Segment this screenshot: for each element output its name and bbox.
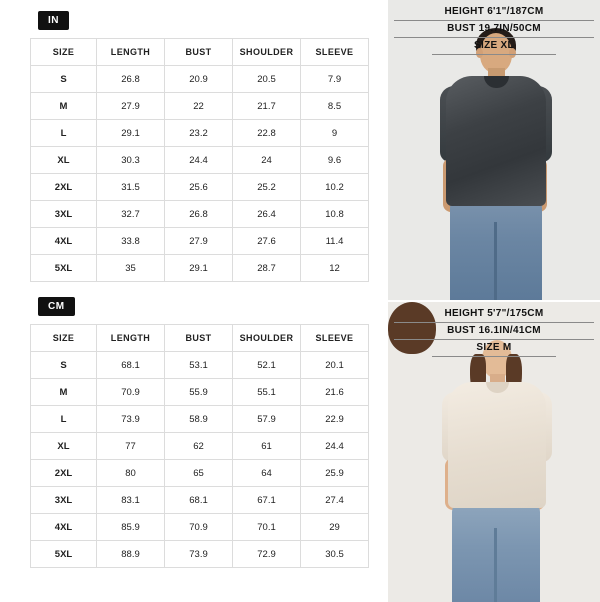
cell-size: 5XL	[31, 541, 97, 568]
cell-length: 30.3	[97, 147, 165, 174]
unit-badge-in: IN	[38, 11, 69, 30]
table-row	[31, 379, 369, 406]
cell-size: 2XL	[31, 460, 97, 487]
cell-sleeve: 10.2	[301, 174, 369, 201]
cell-size: M	[31, 379, 97, 406]
cell-shoulder: 52.1	[233, 352, 301, 379]
cell-bust: 55.9	[165, 379, 233, 406]
table-header-row	[31, 325, 369, 352]
column-header-bust: BUST	[165, 325, 233, 352]
cell-length: 73.9	[97, 406, 165, 433]
table-row	[31, 406, 369, 433]
cell-shoulder: 28.7	[233, 255, 301, 282]
cell-sleeve: 25.9	[301, 460, 369, 487]
cell-shoulder: 72.9	[233, 541, 301, 568]
table-row	[31, 460, 369, 487]
model-2-height: HEIGHT 5'7"/175CM	[394, 306, 594, 323]
cell-shoulder: 20.5	[233, 66, 301, 93]
column-header-shoulder: SHOULDER	[233, 325, 301, 352]
cell-size: S	[31, 352, 97, 379]
cell-length: 31.5	[97, 174, 165, 201]
cell-bust: 20.9	[165, 66, 233, 93]
unit-badge-cm: CM	[38, 297, 75, 316]
column-header-sleeve: SLEEVE	[301, 39, 369, 66]
cell-length: 68.1	[97, 352, 165, 379]
table-row	[31, 255, 369, 282]
cell-size: 2XL	[31, 174, 97, 201]
cell-bust: 53.1	[165, 352, 233, 379]
cell-shoulder: 55.1	[233, 379, 301, 406]
model-1-measurements	[388, 0, 600, 55]
cell-shoulder: 26.4	[233, 201, 301, 228]
inches-table-section	[0, 10, 388, 282]
cell-sleeve: 8.5	[301, 93, 369, 120]
jeans-seam	[494, 528, 497, 602]
cell-length: 85.9	[97, 514, 165, 541]
cell-size: L	[31, 406, 97, 433]
model-photo-2	[388, 302, 600, 602]
cell-sleeve: 20.1	[301, 352, 369, 379]
cell-shoulder: 64	[233, 460, 301, 487]
cell-length: 70.9	[97, 379, 165, 406]
cell-bust: 70.9	[165, 514, 233, 541]
cell-size: 4XL	[31, 514, 97, 541]
cell-size: S	[31, 66, 97, 93]
cell-shoulder: 21.7	[233, 93, 301, 120]
cell-bust: 24.4	[165, 147, 233, 174]
cell-length: 26.8	[97, 66, 165, 93]
model-2-measurements	[388, 302, 600, 357]
size-table-inches	[30, 38, 369, 282]
cell-shoulder: 67.1	[233, 487, 301, 514]
column-header-length: LENGTH	[97, 325, 165, 352]
cell-bust: 68.1	[165, 487, 233, 514]
model-1-bust: BUST 19.7IN/50CM	[394, 21, 594, 38]
cell-length: 33.8	[97, 228, 165, 255]
jeans-seam	[494, 222, 497, 300]
cell-length: 27.9	[97, 93, 165, 120]
cell-sleeve: 27.4	[301, 487, 369, 514]
table-row	[31, 228, 369, 255]
table-row	[31, 66, 369, 93]
cell-length: 32.7	[97, 201, 165, 228]
cell-bust: 25.6	[165, 174, 233, 201]
table-row	[31, 201, 369, 228]
column-header-size: SIZE	[31, 39, 97, 66]
cell-length: 35	[97, 255, 165, 282]
tshirt-shape	[446, 76, 546, 206]
model-2-bust: BUST 16.1IN/41CM	[394, 323, 594, 340]
column-header-shoulder: SHOULDER	[233, 39, 301, 66]
cell-shoulder: 70.1	[233, 514, 301, 541]
cell-bust: 23.2	[165, 120, 233, 147]
column-header-bust: BUST	[165, 39, 233, 66]
cell-sleeve: 9.6	[301, 147, 369, 174]
table-row	[31, 433, 369, 460]
cell-size: M	[31, 93, 97, 120]
model-1-size: SIZE XL	[432, 38, 556, 55]
cm-table-section	[0, 296, 388, 568]
cell-sleeve: 24.4	[301, 433, 369, 460]
tshirt-shape	[448, 382, 546, 508]
cell-size: 4XL	[31, 228, 97, 255]
column-header-sleeve: SLEEVE	[301, 325, 369, 352]
model-1-height: HEIGHT 6'1"/187CM	[394, 4, 594, 21]
model-2-size: SIZE M	[432, 340, 556, 357]
cell-size: XL	[31, 433, 97, 460]
cell-length: 77	[97, 433, 165, 460]
table-row	[31, 120, 369, 147]
cell-sleeve: 10.8	[301, 201, 369, 228]
cell-shoulder: 61	[233, 433, 301, 460]
cell-size: 3XL	[31, 487, 97, 514]
cell-sleeve: 22.9	[301, 406, 369, 433]
table-row	[31, 93, 369, 120]
cell-bust: 58.9	[165, 406, 233, 433]
size-table-cm	[30, 324, 369, 568]
cell-bust: 26.8	[165, 201, 233, 228]
cell-shoulder: 22.8	[233, 120, 301, 147]
table-row	[31, 487, 369, 514]
cell-bust: 22	[165, 93, 233, 120]
table-row	[31, 514, 369, 541]
cell-sleeve: 29	[301, 514, 369, 541]
model-photos-column	[388, 0, 600, 600]
cell-sleeve: 30.5	[301, 541, 369, 568]
cell-sleeve: 7.9	[301, 66, 369, 93]
cell-shoulder: 57.9	[233, 406, 301, 433]
column-header-length: LENGTH	[97, 39, 165, 66]
column-header-size: SIZE	[31, 325, 97, 352]
cell-length: 29.1	[97, 120, 165, 147]
cell-size: L	[31, 120, 97, 147]
cell-sleeve: 21.6	[301, 379, 369, 406]
cell-length: 88.9	[97, 541, 165, 568]
cell-size: 3XL	[31, 201, 97, 228]
cell-shoulder: 27.6	[233, 228, 301, 255]
cell-length: 80	[97, 460, 165, 487]
cell-size: 5XL	[31, 255, 97, 282]
cell-bust: 29.1	[165, 255, 233, 282]
table-row	[31, 352, 369, 379]
table-row	[31, 147, 369, 174]
cell-size: XL	[31, 147, 97, 174]
cell-shoulder: 24	[233, 147, 301, 174]
table-header-row	[31, 39, 369, 66]
cell-sleeve: 11.4	[301, 228, 369, 255]
cell-sleeve: 9	[301, 120, 369, 147]
model-photo-1	[388, 0, 600, 300]
cell-bust: 73.9	[165, 541, 233, 568]
cell-bust: 27.9	[165, 228, 233, 255]
cell-bust: 62	[165, 433, 233, 460]
cell-sleeve: 12	[301, 255, 369, 282]
cell-bust: 65	[165, 460, 233, 487]
cell-shoulder: 25.2	[233, 174, 301, 201]
table-row	[31, 174, 369, 201]
cell-length: 83.1	[97, 487, 165, 514]
table-row	[31, 541, 369, 568]
